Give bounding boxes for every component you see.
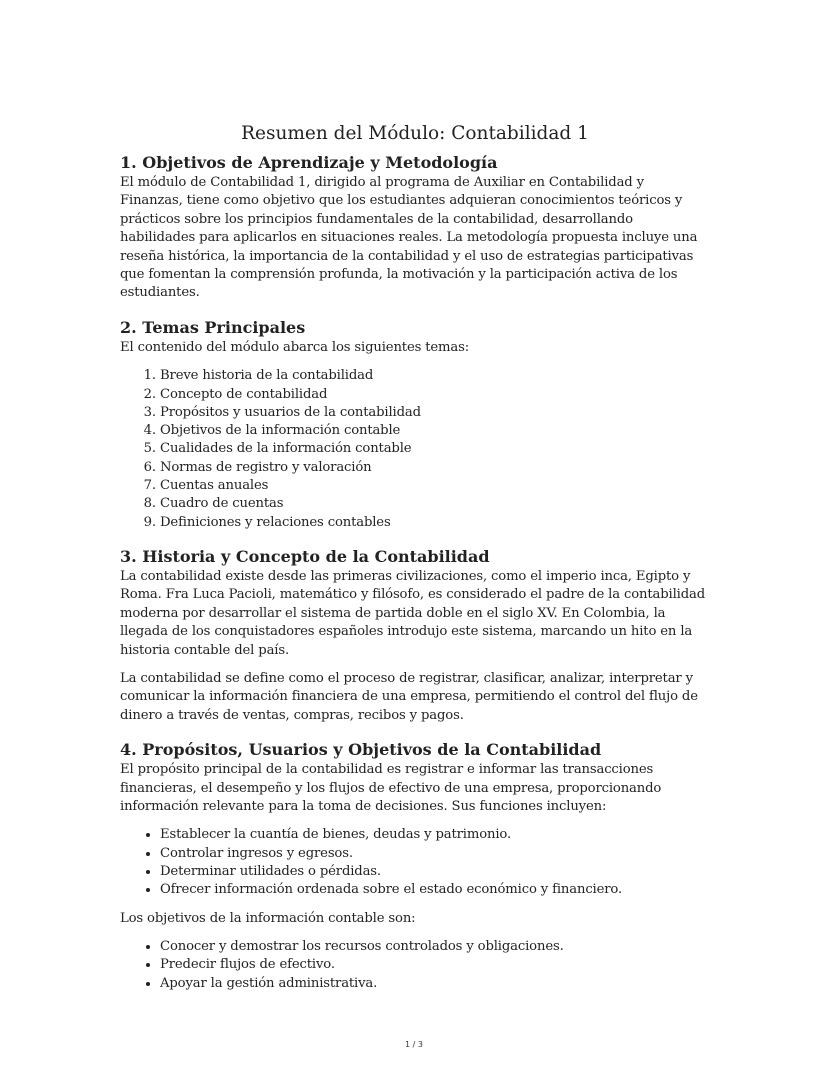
list-item: 3. Propósitos y usuarios de la contabilidad	[160, 404, 710, 422]
paragraph: El módulo de Contabilidad 1, dirigido al programa de Auxiliar en Contabilidad y Finanzas, tiene como objetivo que los estudiantes adquieran conocimientos teóricos y prácticos sobre los principios fundamentales de la contabilidad, desarrollando habilidades para aplicarlos en situaciones reales. La metodología propuesta incluye una reseña histórica, la importancia de la contabilidad y el uso de estrategias participativas que fomentan la comprensión profunda, la motivación y la participación activa de los estudiantes.	[120, 175, 698, 301]
functions-list	[120, 826, 710, 899]
list-item: • Conocer y demostrar los recursos controlados y obligaciones.	[160, 938, 710, 956]
list-item: 5. Cualidades de la información contable	[160, 440, 710, 458]
section-topics	[120, 317, 710, 532]
list-item: • Apoyar la gestión administrativa.	[160, 975, 710, 993]
list-item: 1. Breve historia de la contabilidad	[160, 367, 710, 385]
objectives-list	[120, 938, 710, 993]
list-item: 6. Normas de registro y valoración	[160, 459, 710, 477]
paragraph: El propósito principal de la contabilidad es registrar e informar las transacciones financieras, el desempeño y los flujos de efectivo de una empresa, proporcionando información relevante para la toma de decisiones. Sus funciones incluyen:	[120, 762, 662, 814]
list-item: 2. Concepto de contabilidad	[160, 386, 710, 404]
paragraph: El contenido del módulo abarca los siguientes temas:	[120, 339, 470, 355]
list-item: 8. Cuadro de cuentas	[160, 495, 710, 513]
section-objectives	[120, 152, 710, 303]
section-purposes	[120, 739, 710, 993]
section-heading: 2. Temas Principales	[120, 317, 306, 337]
list-item: 7. Cuentas anuales	[160, 477, 710, 495]
paragraph: La contabilidad se define como el proceso de registrar, clasificar, analizar, interpretar y comunicar la información financiera de una empresa, permitiendo el control del flujo de dinero a través de ventas, compras, recibos y pagos.	[120, 670, 698, 723]
list-item: • Ofrecer información ordenada sobre el estado económico y financiero.	[160, 881, 710, 899]
page-number: 1 / 3	[405, 1040, 423, 1049]
list-item: 9. Definiciones y relaciones contables	[160, 514, 710, 532]
list-item: • Predecir flujos de efectivo.	[160, 956, 710, 974]
list-item: • Establecer la cuantía de bienes, deudas y patrimonio.	[160, 826, 710, 844]
list-item: • Controlar ingresos y egresos.	[160, 845, 710, 863]
paragraph: Los objetivos de la información contable son:	[120, 910, 416, 926]
list-item: 4. Objetivos de la información contable	[160, 422, 710, 440]
paragraph: La contabilidad existe desde las primeras civilizaciones, como el imperio inca, Egipto y Roma. Fra Luca Pacioli, matemático y filósofo, es considerado el padre de la contabilidad moderna por desarrollar el sistema de partida doble en el siglo XV. En Colombia, la llegada de los conquistadores españoles introdujo este sistema, marcando un hito en la historia contable del país.	[120, 568, 706, 658]
document-page	[120, 120, 710, 1007]
topics-list	[120, 367, 710, 532]
section-history	[120, 546, 710, 725]
section-heading: 4. Propósitos, Usuarios y Objetivos de la Contabilidad	[120, 740, 602, 760]
list-item: • Determinar utilidades o pérdidas.	[160, 863, 710, 881]
section-heading: 3. Historia y Concepto de la Contabilidad	[120, 546, 490, 566]
section-heading: 1. Objetivos de Aprendizaje y Metodología	[120, 153, 498, 172]
document-title: Resumen del Módulo: Contabilidad 1	[241, 123, 589, 144]
